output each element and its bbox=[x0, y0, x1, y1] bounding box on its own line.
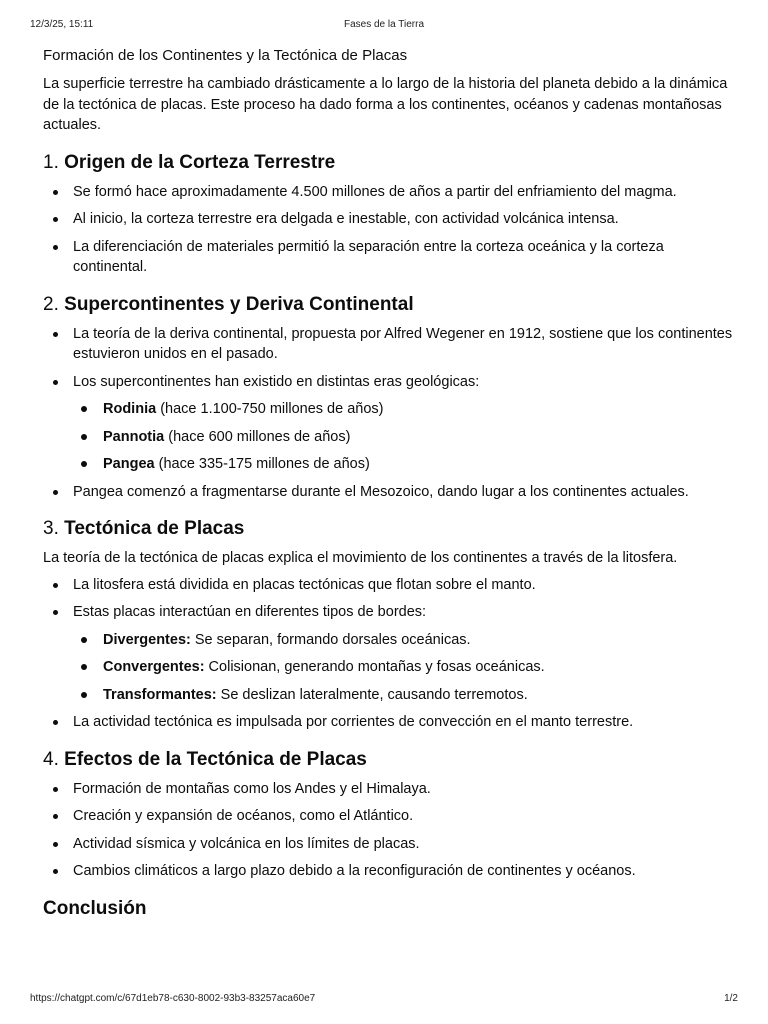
section-title: Efectos de la Tectónica de Placas bbox=[64, 748, 367, 770]
list-item bbox=[73, 602, 733, 705]
bullet-list bbox=[43, 182, 733, 278]
bullet-list bbox=[43, 779, 733, 882]
section-number: 1. bbox=[43, 151, 59, 173]
print-url: https://chatgpt.com/c/67d1eb78-c630-8002-93b3-83257aca60e7 bbox=[30, 993, 316, 1004]
section-heading-efectos bbox=[43, 747, 733, 773]
term: Rodinia bbox=[103, 401, 157, 417]
section-number: 4. bbox=[43, 748, 59, 770]
list-item-text: Los supercontinentes han existido en distintas eras geológicas: bbox=[73, 373, 480, 390]
sub-list-item bbox=[103, 657, 733, 678]
term: Convergentes: bbox=[103, 659, 205, 675]
page-number: 1/2 bbox=[724, 993, 738, 1004]
sub-list-item bbox=[103, 427, 733, 448]
term-description: (hace 600 millones de años) bbox=[164, 428, 351, 445]
term: Divergentes: bbox=[103, 631, 191, 648]
term: Pannotia bbox=[103, 428, 165, 445]
bullet-list bbox=[43, 575, 733, 733]
document-body bbox=[43, 46, 733, 928]
list-item: Creación y expansión de océanos, como el Atlántico. bbox=[73, 806, 733, 827]
section-paragraph: La teoría de la tectónica de placas explica el movimiento de los continentes a través de la litosfera. bbox=[43, 550, 678, 566]
section-heading-tectonica bbox=[43, 516, 733, 542]
list-item: La teoría de la deriva continental, propuesta por Alfred Wegener en 1912, sostiene que los continentes estuvieron unidos en el pasado. bbox=[73, 324, 733, 365]
print-header bbox=[30, 19, 738, 33]
list-item: La litosfera está dividida en placas tectónicas que flotan sobre el manto. bbox=[73, 575, 733, 596]
list-item: La actividad tectónica es impulsada por corrientes de convección en el manto terrestre. bbox=[73, 712, 733, 733]
list-item: Cambios climáticos a largo plazo debido a la reconfiguración de continentes y océanos. bbox=[73, 861, 733, 882]
section-number: 2. bbox=[43, 293, 59, 315]
term: Pangea bbox=[103, 456, 155, 472]
list-item-text: Estas placas interactúan en diferentes tipos de bordes: bbox=[73, 604, 427, 620]
term-description: Colisionan, generando montañas y fosas oceánicas. bbox=[204, 659, 545, 675]
list-item: Formación de montañas como los Andes y el Himalaya. bbox=[73, 779, 733, 800]
term-description: Se deslizan lateralmente, causando terremotos. bbox=[216, 686, 528, 703]
sub-list-item bbox=[103, 685, 733, 706]
section-title: Supercontinentes y Deriva Continental bbox=[64, 293, 414, 315]
print-datetime: 12/3/25, 15:11 bbox=[30, 19, 94, 30]
section-heading-conclusion: Conclusión bbox=[43, 897, 147, 919]
sub-bullet-list bbox=[73, 399, 733, 475]
list-item: Pangea comenzó a fragmentarse durante el Mesozoico, dando lugar a los continentes actuales. bbox=[73, 482, 733, 503]
intro-paragraph: La superficie terrestre ha cambiado drásticamente a lo largo de la historia del planeta debido a la dinámica de la tectónica de placas. Este proceso ha dado forma a los continentes, océanos y cadenas montañosas actuales. bbox=[43, 76, 728, 133]
term-description: Se separan, formando dorsales oceánicas. bbox=[190, 631, 471, 648]
section-title: Tectónica de Placas bbox=[64, 518, 245, 539]
list-item: Se formó hace aproximadamente 4.500 millones de años a partir del enfriamiento del magma. bbox=[73, 182, 733, 203]
list-item: Actividad sísmica y volcánica en los límites de placas. bbox=[73, 834, 733, 855]
term-description: (hace 335-175 millones de años) bbox=[154, 456, 370, 472]
section-title: Origen de la Corteza Terrestre bbox=[64, 151, 336, 173]
section-heading-origen bbox=[43, 150, 733, 176]
term-description: (hace 1.100-750 millones de años) bbox=[156, 401, 384, 417]
document-title: Formación de los Continentes y la Tectónica de Placas bbox=[43, 47, 408, 64]
section-heading-supercontinentes bbox=[43, 292, 733, 318]
sub-list-item bbox=[103, 630, 733, 651]
list-item: La diferenciación de materiales permitió la separación entre la corteza oceánica y la corteza continental. bbox=[73, 237, 733, 278]
sub-list-item bbox=[103, 399, 733, 420]
print-footer bbox=[30, 993, 738, 1007]
list-item: Al inicio, la corteza terrestre era delgada e inestable, con actividad volcánica intensa. bbox=[73, 209, 733, 230]
list-item bbox=[73, 372, 733, 475]
sub-list-item bbox=[103, 454, 733, 475]
print-title: Fases de la Tierra bbox=[343, 19, 425, 30]
section-number: 3. bbox=[43, 518, 59, 539]
bullet-list bbox=[43, 324, 733, 503]
sub-bullet-list bbox=[73, 630, 733, 706]
term: Transformantes: bbox=[103, 686, 217, 703]
